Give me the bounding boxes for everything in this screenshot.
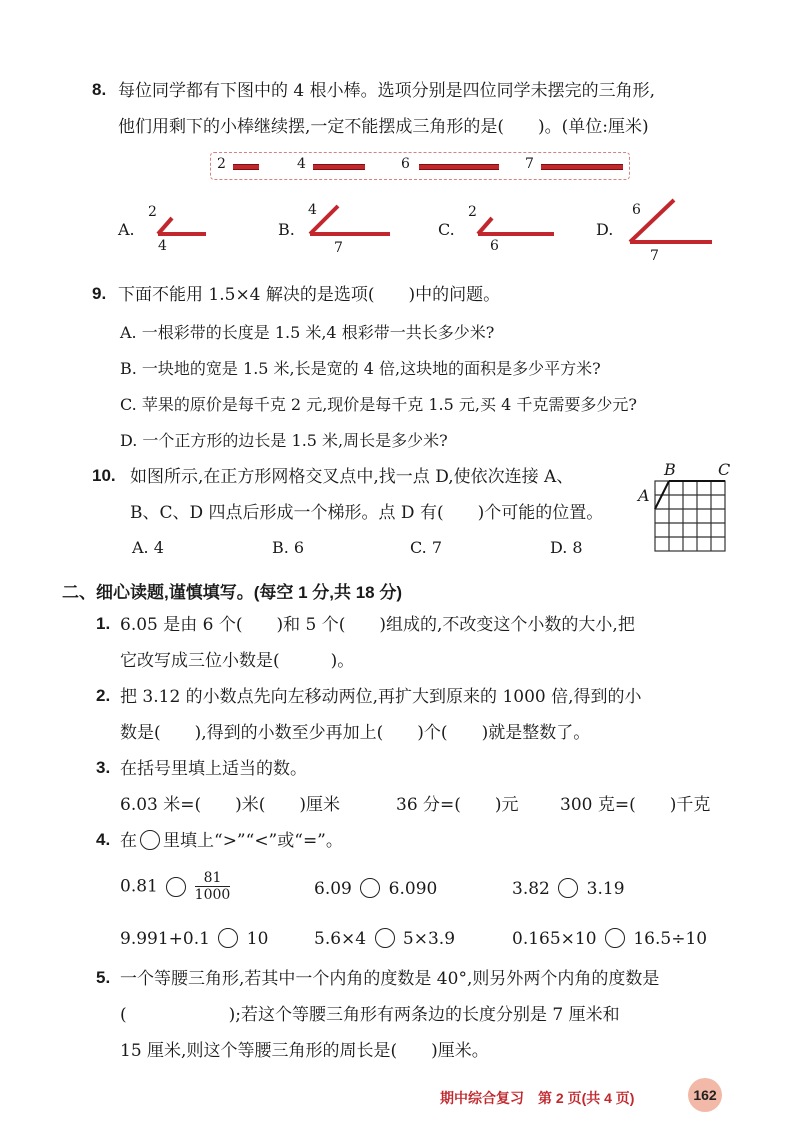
q10-option-c[interactable]: C. 7 — [410, 538, 443, 557]
q8-line2: 他们用剩下的小棒继续摆,一定不能摆成三角形的是( )。(单位:厘米) — [118, 117, 649, 137]
angle-figure-d — [626, 196, 716, 248]
section-2-title: 二、细心读题,谨慎填写。(每空 1 分,共 18 分) — [62, 583, 403, 602]
answer-circle[interactable] — [605, 928, 625, 948]
stick-4 — [313, 164, 365, 170]
q8-option-a[interactable] — [118, 200, 228, 270]
compare-left: 0.81 — [120, 876, 158, 897]
page-number-badge: 162 — [688, 1078, 722, 1112]
point-label-c: C — [718, 460, 731, 479]
compare-6 — [512, 928, 707, 950]
option-letter: B. — [278, 220, 295, 239]
compare-2 — [314, 878, 437, 900]
stick-2 — [233, 164, 259, 170]
side-label-short: 4 — [308, 202, 317, 218]
q9-option-d[interactable]: D. 一个正方形的边长是 1.5 米,周长是多少米? — [120, 431, 448, 450]
q8-option-d[interactable] — [596, 196, 726, 270]
q10-line2: B、C、D 四点后形成一个梯形。点 D 有( )个可能的位置。 — [130, 503, 604, 523]
option-letter: A. — [118, 220, 135, 239]
s1-line1: 6.05 是由 6 个( )和 5 个( )组成的,不改变这个小数的大小,把 — [120, 615, 635, 635]
angle-figure-c — [474, 210, 558, 240]
point-label-a: A — [638, 486, 650, 505]
stick-label-4: 4 — [297, 156, 306, 172]
side-label-short: 2 — [468, 204, 477, 220]
side-label-short: 6 — [632, 202, 641, 218]
q9-option-a[interactable]: A. 一根彩带的长度是 1.5 米,4 根彩带一共长多少米? — [120, 323, 495, 342]
s1-number: 1. — [96, 614, 111, 633]
stick-6 — [419, 164, 499, 170]
square-grid — [654, 480, 726, 552]
angle-figure-b — [304, 202, 394, 240]
q9-option-b[interactable]: B. 一块地的宽是 1.5 米,长是宽的 4 倍,这块地的面积是多少平方米? — [120, 359, 601, 378]
s3-stem: 在括号里填上适当的数。 — [120, 759, 307, 779]
answer-circle[interactable] — [166, 877, 186, 897]
q8-line1: 每位同学都有下图中的 4 根小棒。选项分别是四位同学未摆完的三角形, — [118, 81, 656, 101]
fraction — [195, 870, 231, 903]
side-label-long: 4 — [158, 238, 167, 254]
grid-figure — [634, 460, 734, 554]
s5-line3: 15 厘米,则这个等腰三角形的周长是( )厘米。 — [120, 1041, 489, 1061]
q10-line1: 如图所示,在正方形网格交叉点中,找一点 D,使依次连接 A、 — [130, 467, 574, 487]
angle-figure-a — [154, 210, 214, 240]
compare-left: 6.09 — [314, 879, 352, 899]
s1-line2: 它改写成三位小数是( )。 — [120, 651, 355, 671]
s5-number: 5. — [96, 968, 111, 987]
fraction-numerator: 81 — [195, 870, 231, 887]
compare-right: 6.090 — [388, 879, 438, 899]
s2-number: 2. — [96, 686, 111, 705]
stick-label-6: 6 — [401, 156, 410, 172]
s4-stem-pre: 在 — [120, 831, 137, 851]
blank-circle-icon — [140, 830, 160, 850]
s3-item-3: 300 克=( )千克 — [560, 795, 711, 815]
stick-7 — [541, 164, 623, 170]
compare-left: 5.6×4 — [314, 929, 367, 949]
s4-number: 4. — [96, 830, 111, 849]
q10-number: 10. — [92, 466, 116, 485]
compare-left: 0.165×10 — [512, 929, 597, 949]
s5-line1: 一个等腰三角形,若其中一个内角的度数是 40°,则另外两个内角的度数是 — [120, 969, 660, 989]
side-label-long: 6 — [490, 238, 499, 254]
q10-option-b[interactable]: B. 6 — [272, 538, 305, 557]
s3-item-1: 6.03 米=( )米( )厘米 — [120, 795, 341, 815]
side-label-long: 7 — [650, 248, 659, 264]
side-label-long: 7 — [334, 240, 343, 256]
compare-1 — [120, 870, 230, 903]
s2-line2: 数是( ),得到的小数至少再加上( )个( )就是整数了。 — [120, 723, 591, 743]
s3-number: 3. — [96, 758, 111, 777]
compare-right: 5×3.9 — [402, 929, 456, 949]
answer-circle[interactable] — [375, 928, 395, 948]
compare-left: 3.82 — [512, 879, 550, 899]
option-letter: D. — [596, 220, 614, 239]
q8-option-c[interactable] — [438, 200, 558, 270]
answer-circle[interactable] — [558, 878, 578, 898]
q10-option-d[interactable]: D. 8 — [550, 538, 583, 557]
q9-option-c[interactable]: C. 苹果的原价是每千克 2 元,现价是每千克 1.5 元,买 4 千克需要多少元? — [120, 395, 637, 414]
q9-stem: 下面不能用 1.5×4 解决的是选项( )中的问题。 — [118, 285, 501, 305]
stick-label-7: 7 — [525, 156, 534, 172]
compare-5 — [314, 928, 455, 950]
q9-number: 9. — [92, 284, 107, 303]
q8-number: 8. — [92, 80, 107, 99]
q10-option-a[interactable]: A. 4 — [132, 538, 164, 557]
compare-right: 10 — [246, 929, 269, 949]
stick-label-2: 2 — [217, 156, 226, 172]
side-label-short: 2 — [148, 204, 157, 220]
footer-text: 期中综合复习 第 2 页(共 4 页) — [440, 1090, 635, 1106]
q8-option-b[interactable] — [278, 200, 398, 270]
answer-circle[interactable] — [360, 878, 380, 898]
compare-3 — [512, 878, 625, 900]
option-letter: C. — [438, 220, 455, 239]
s5-line2: ( );若这个等腰三角形有两条边的长度分别是 7 厘米和 — [120, 1005, 620, 1025]
s2-line1: 把 3.12 的小数点先向左移动两位,再扩大到原来的 1000 倍,得到的小 — [120, 687, 642, 707]
sticks-box — [210, 152, 630, 180]
point-label-b: B — [664, 460, 676, 479]
s4-stem — [120, 830, 343, 852]
compare-left: 9.991+0.1 — [120, 929, 210, 949]
compare-4 — [120, 928, 268, 950]
answer-circle[interactable] — [218, 928, 238, 948]
s3-item-2: 36 分=( )元 — [396, 795, 519, 815]
compare-right: 3.19 — [586, 879, 625, 899]
compare-right: 16.5÷10 — [633, 929, 708, 949]
s4-stem-post: 里填上“>”“<”或“=”。 — [163, 831, 343, 851]
fraction-denominator: 1000 — [194, 887, 231, 903]
